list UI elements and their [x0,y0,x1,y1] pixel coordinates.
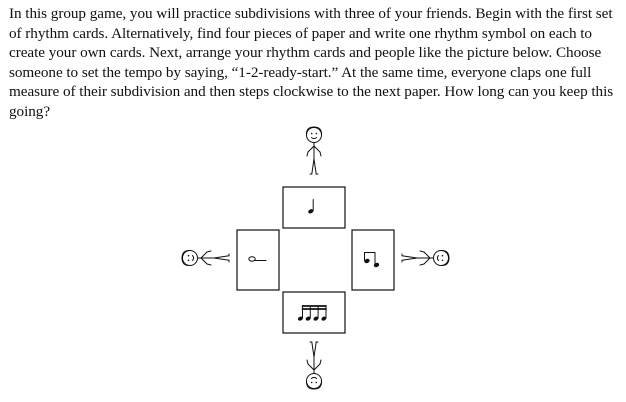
person-top-icon [306,127,321,174]
person-left-icon [182,250,229,265]
person-bottom-icon [306,342,321,389]
instructions-text: In this group game, you will practice subdivisions with three of your friends. Begin with the first set of rhythm cards. Alternatively, find four pieces of paper and write one rhythm symbol on each to create your own cards. Next, arrange your rhythm cards and people like the picture below. Choose someone to set the tempo by saying, “1-2-ready-start.” At the same time, everyone claps one full measure of their subdivision and then steps clockwise to the next paper. How long can you keep this going? [9,5,614,120]
card-right [352,230,394,290]
card-bottom [283,292,345,333]
card-left [237,230,279,290]
person-right-icon [402,250,449,265]
card-top [283,187,345,228]
